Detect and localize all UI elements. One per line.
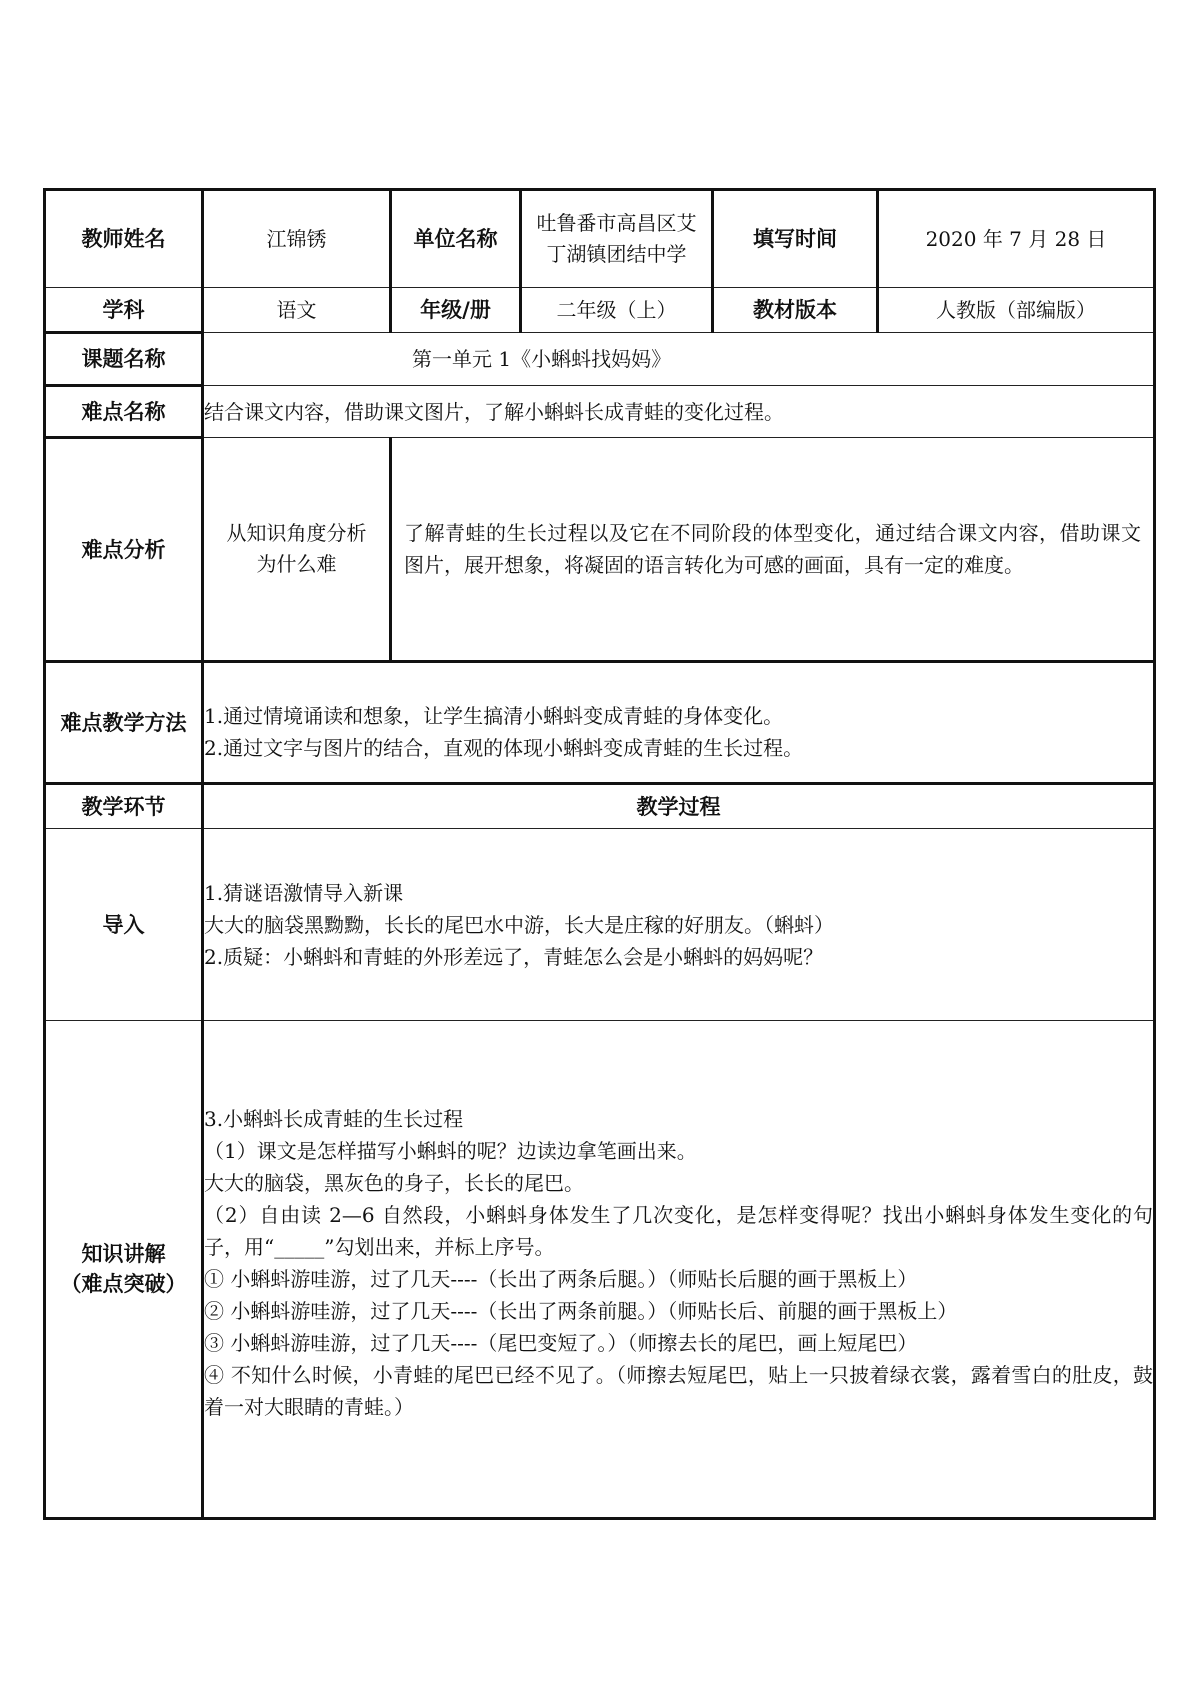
knowledge-line-7: ③ 小蝌蚪游哇游，过了几天----（尾巴变短了。）（师擦去长的尾巴，画上短尾巴）	[204, 1331, 918, 1355]
knowledge-line-6: ② 小蝌蚪游哇游，过了几天----（长出了两条前腿。）（师贴长后、前腿的画于黑板上）	[204, 1299, 958, 1323]
knowledge-label-line-1: 知识讲解	[81, 1242, 166, 1266]
topic-label: 课题名称	[45, 333, 203, 386]
topic-value: 第一单元 1《小蝌蚪找妈妈》	[203, 333, 1155, 386]
row-difficulty	[45, 386, 1155, 438]
unit-name-value: 吐鲁番市高昌区艾丁湖镇团结中学	[521, 190, 713, 288]
edition-value: 人教版（部编版）	[878, 288, 1155, 333]
fill-date-label: 填写时间	[713, 190, 878, 288]
analysis-label: 难点分析	[45, 438, 203, 662]
method-label: 难点教学方法	[45, 662, 203, 784]
row-intro	[45, 829, 1155, 1021]
teacher-name-label: 教师姓名	[45, 190, 203, 288]
unit-name-label: 单位名称	[391, 190, 521, 288]
method-line-2: 2.通过文字与图片的结合，直观的体现小蝌蚪变成青蛙的生长过程。	[204, 735, 804, 760]
row-analysis	[45, 438, 1155, 662]
intro-line-3: 2.质疑：小蝌蚪和青蛙的外形差远了，青蛙怎么会是小蝌蚪的妈妈呢？	[204, 944, 824, 969]
intro-line-2: 大大的脑袋黑黝黝，长长的尾巴水中游，长大是庄稼的好朋友。（蝌蚪）	[204, 912, 834, 937]
analysis-value: 了解青蛙的生长过程以及它在不同阶段的体型变化，通过结合课文内容，借助课文图片，展开想象，将凝固的语言转化为可感的画面，具有一定的难度。	[391, 438, 1155, 662]
knowledge-label-line-2: （难点突破）	[60, 1272, 187, 1296]
row-subject-info	[45, 288, 1155, 333]
intro-label: 导入	[45, 829, 203, 1021]
edition-label: 教材版本	[713, 288, 878, 333]
knowledge-label	[45, 1021, 203, 1519]
difficulty-value: 结合课文内容，借助课文图片，了解小蝌蚪长成青蛙的变化过程。	[203, 386, 1155, 438]
stage-header-label: 教学环节	[45, 784, 203, 829]
intro-content	[203, 829, 1155, 1021]
analysis-sub-label: 从知识角度分析为什么难	[203, 438, 391, 662]
subject-value: 语文	[203, 288, 391, 333]
teacher-name-value: 江锦锈	[203, 190, 391, 288]
lesson-plan-table	[43, 188, 1156, 1520]
row-header-info	[45, 190, 1155, 288]
row-topic	[45, 333, 1155, 386]
grade-label: 年级/册	[391, 288, 521, 333]
difficulty-label: 难点名称	[45, 386, 203, 438]
knowledge-line-4: （2）自由读 2—6 自然段，小蝌蚪身体发生了几次变化，是怎样变得呢？找出小蝌蚪身体发生变化的句子，用“_____”勾划出来，并标上序号。	[204, 1203, 1153, 1259]
knowledge-content	[203, 1021, 1155, 1519]
row-process-header	[45, 784, 1155, 829]
knowledge-line-5: ① 小蝌蚪游哇游，过了几天----（长出了两条后腿。）（师贴长后腿的画于黑板上）	[204, 1267, 918, 1291]
subject-label: 学科	[45, 288, 203, 333]
knowledge-line-8: ④ 不知什么时候，小青蛙的尾巴已经不见了。（师擦去短尾巴，贴上一只披着绿衣裳，露着雪白的肚皮，鼓着一对大眼睛的青蛙。）	[204, 1363, 1153, 1419]
row-method	[45, 662, 1155, 784]
knowledge-line-2: （1）课文是怎样描写小蝌蚪的呢？边读边拿笔画出来。	[204, 1139, 697, 1163]
lesson-plan-sheet	[43, 188, 1153, 1520]
process-header-label: 教学过程	[203, 784, 1155, 829]
fill-date-value: 2020 年 7 月 28 日	[878, 190, 1155, 288]
method-content	[203, 662, 1155, 784]
knowledge-line-3: 大大的脑袋，黑灰色的身子，长长的尾巴。	[204, 1171, 584, 1195]
grade-value: 二年级（上）	[521, 288, 713, 333]
intro-line-1: 1.猜谜语激情导入新课	[204, 880, 404, 905]
knowledge-line-1: 3.小蝌蚪长成青蛙的生长过程	[204, 1107, 464, 1131]
method-line-1: 1.通过情境诵读和想象，让学生搞清小蝌蚪变成青蛙的身体变化。	[204, 703, 784, 728]
row-knowledge	[45, 1021, 1155, 1519]
